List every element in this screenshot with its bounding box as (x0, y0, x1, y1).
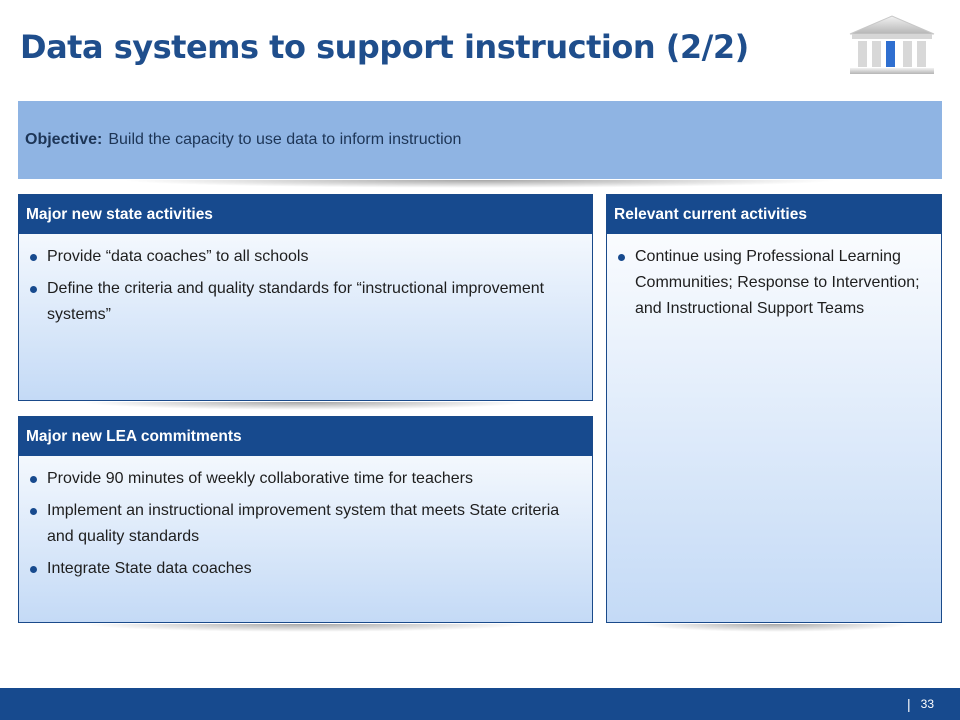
bullet-icon (30, 508, 37, 515)
panel-current-header: Relevant current activities (607, 195, 941, 234)
bullet-icon (618, 254, 625, 261)
panel-lea-commitments (18, 416, 593, 623)
objective-shadow (120, 180, 840, 188)
bullet-icon (30, 566, 37, 573)
list-item: Implement an instructional improvement system that meets State criteria and quality standards (30, 498, 578, 550)
objective-text: Build the capacity to use data to inform instruction (108, 131, 462, 148)
bullet-icon (30, 476, 37, 483)
list-item: Define the criteria and quality standards for “instructional improvement systems” (30, 276, 578, 328)
lea-commitments-list (19, 456, 592, 582)
panel-current-activities (606, 194, 942, 623)
objective-label: Objective: (25, 131, 103, 148)
state-activities-list (19, 234, 592, 328)
slide-title: Data systems to support instruction (2/2) (20, 28, 749, 66)
panel-current-shadow (640, 624, 910, 632)
footer-bar (0, 688, 960, 720)
objective-band (18, 101, 942, 179)
building-columns-icon (846, 14, 938, 76)
list-item: Integrate State data coaches (30, 556, 578, 582)
page-number: 33 (920, 697, 934, 711)
panel-lea-shadow (80, 624, 530, 632)
footer-separator: | (907, 696, 911, 712)
list-item: Provide “data coaches” to all schools (30, 244, 578, 270)
list-item: Provide 90 minutes of weekly collaborative time for teachers (30, 466, 578, 492)
bullet-icon (30, 286, 37, 293)
panel-lea-header: Major new LEA commitments (19, 417, 592, 456)
current-activities-list (607, 234, 941, 322)
bullet-icon (30, 254, 37, 261)
panel-state-activities (18, 194, 593, 401)
panel-state-shadow (80, 402, 530, 410)
list-item: Continue using Professional Learning Communities; Response to Intervention; and Instructional Support Teams (618, 244, 927, 322)
panel-state-header: Major new state activities (19, 195, 592, 234)
